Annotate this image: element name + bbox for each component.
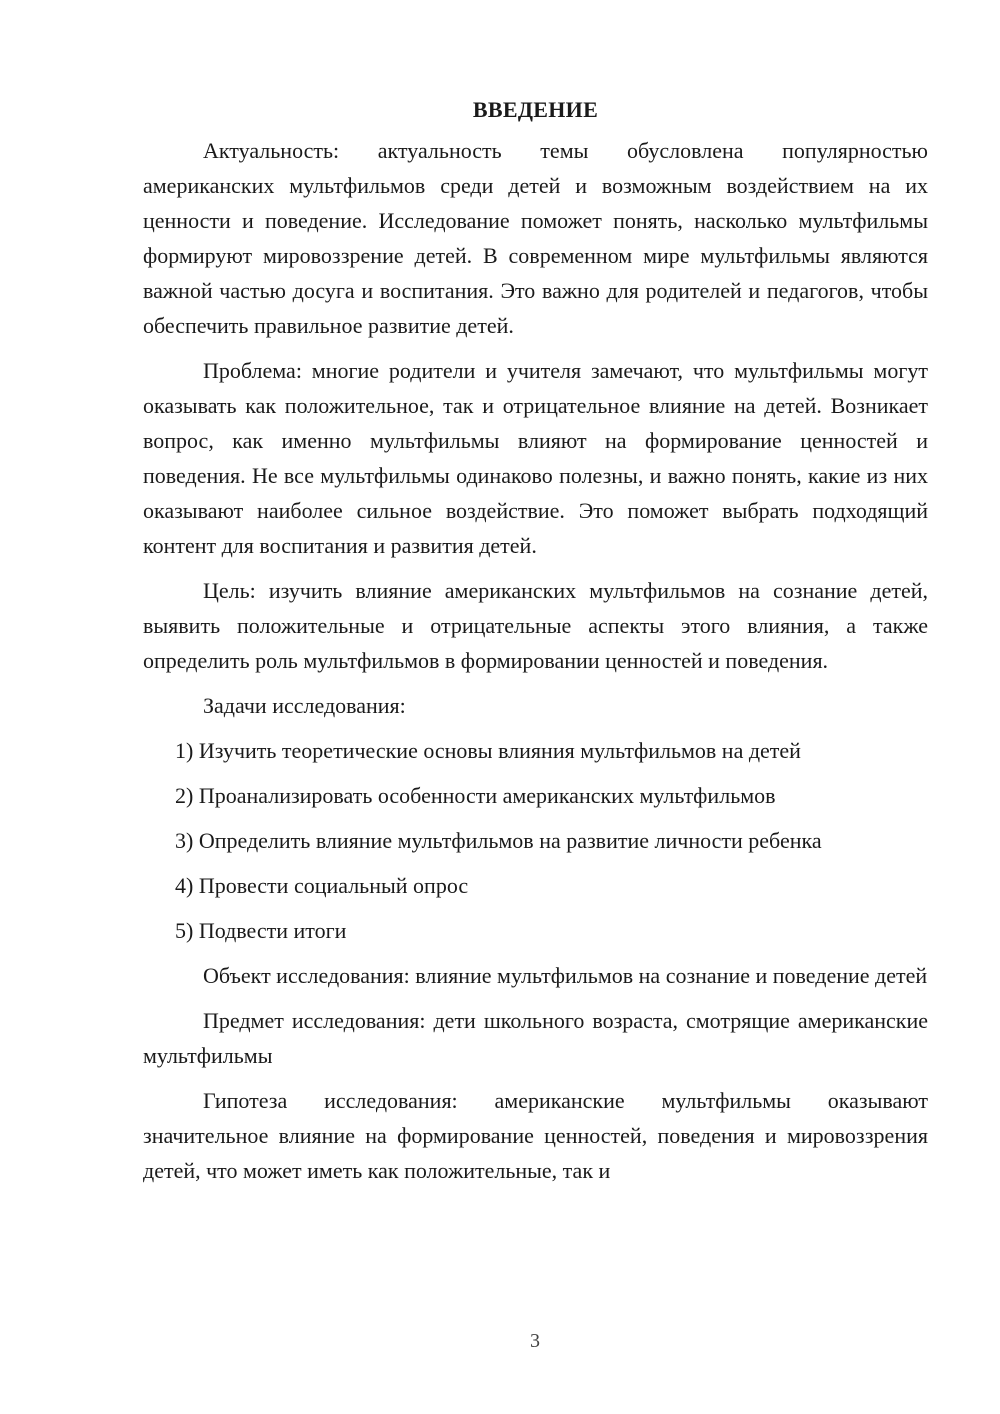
goal-paragraph: Цель: изучить влияние американских мультфильмов на сознание детей, выявить положительные и отрицательные аспекты этого влияния, а также определить роль мультфильмов в формировании ценностей и поведения. <box>143 578 928 673</box>
task-item: 4) Провести социальный опрос <box>175 873 469 898</box>
hypothesis-paragraph: Гипотеза исследования: американские мультфильмы оказывают значительное влияние на формирование ценностей, поведения и мировоззрения детей, что может иметь как положительные, так и <box>143 1088 928 1183</box>
task-item: 2) Проанализировать особенности американских мультфильмов <box>175 783 776 808</box>
page-number: 3 <box>530 1330 540 1352</box>
task-item: 1) Изучить теоретические основы влияния мультфильмов на детей <box>175 738 801 763</box>
object-paragraph: Объект исследования: влияние мультфильмов на сознание и поведение детей <box>203 963 928 988</box>
document-page <box>143 95 928 1198</box>
task-item: 5) Подвести итоги <box>175 918 347 943</box>
task-item: 3) Определить влияние мультфильмов на развитие личности ребенка <box>175 828 822 853</box>
page-heading: ВВЕДЕНИЕ <box>472 97 599 122</box>
problem-paragraph: Проблема: многие родители и учителя замечают, что мультфильмы могут оказывать как положительное, так и отрицательное влияние на детей. Возникает вопрос, как именно мультфильмы влияют на формирование ценностей и поведения. Не все мультфильмы одинаково полезны, и важно понять, какие из них оказывают наиболее сильное воздействие. Это поможет выбрать подходящий контент для воспитания и развития детей. <box>143 358 928 558</box>
tasks-title: Задачи исследования: <box>203 693 406 718</box>
subject-paragraph: Предмет исследования: дети школьного возраста, смотрящие американские мультфильмы <box>143 1008 928 1068</box>
task-list <box>143 733 928 948</box>
relevance-paragraph: Актуальность: актуальность темы обусловлена популярностью американских мультфильмов среди детей и возможным воздействием на их ценности и поведение. Исследование поможет понять, насколько мультфильмы формируют мировоззрение детей. В современном мире мультфильмы являются важной частью досуга и воспитания. Это важно для родителей и педагогов, чтобы обеспечить правильное развитие детей. <box>143 138 928 338</box>
